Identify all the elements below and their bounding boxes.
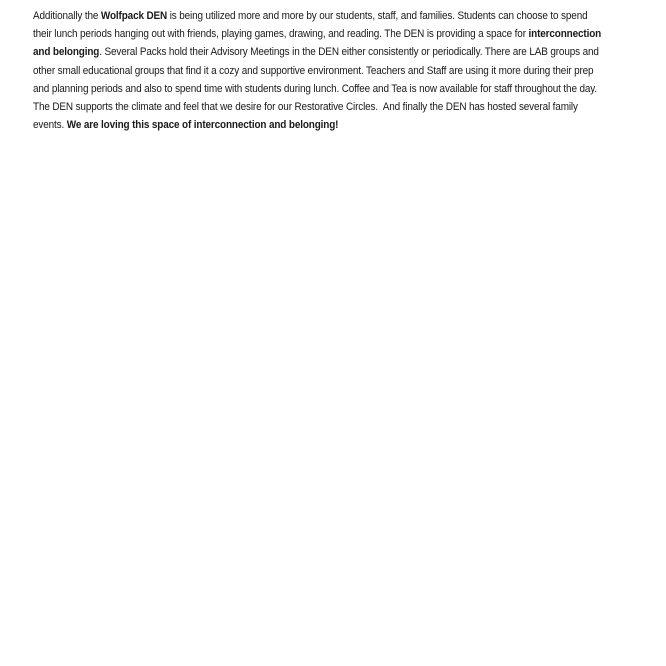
text-segment: Additionally the [33,10,101,22]
paragraph-line [33,43,637,61]
den-paragraph [33,7,637,134]
bold-text-segment: and belonging [33,46,100,59]
bold-text-segment: Wolfpack DEN [100,10,168,22]
paragraph-line [33,80,637,98]
text-segment: is being utilized more and more by our students, staff, and families. Students can choose to spend [167,10,588,22]
paragraph-line [33,116,637,134]
paragraph-line [33,98,637,116]
text-segment: other small educational groups that find it a cozy and supportive environment. Teachers and Staff are using it more during their prep [33,64,594,77]
text-segment: their lunch periods hanging out with friends, playing games, drawing, and reading. The DEN is providing a space for [33,28,529,41]
text-segment: The DEN supports the climate and feel that we desire for our Restorative Circles. And finally the DEN has hosted several family [33,101,578,114]
bold-text-segment: We are loving this space of interconnection and belonging! [66,119,339,132]
paragraph-line [33,7,637,25]
bold-text-segment: interconnection [528,28,602,41]
paragraph-line [33,25,637,43]
text-segment: and planning periods and also to spend time with students during lunch. Coffee and Tea is now available for staff throughout the day. [33,82,598,95]
paragraph-line [33,62,637,80]
text-segment: events. [33,119,67,132]
text-segment: . Several Packs hold their Advisory Meetings in the DEN either consistently or periodically. There are LAB groups and [99,46,599,59]
